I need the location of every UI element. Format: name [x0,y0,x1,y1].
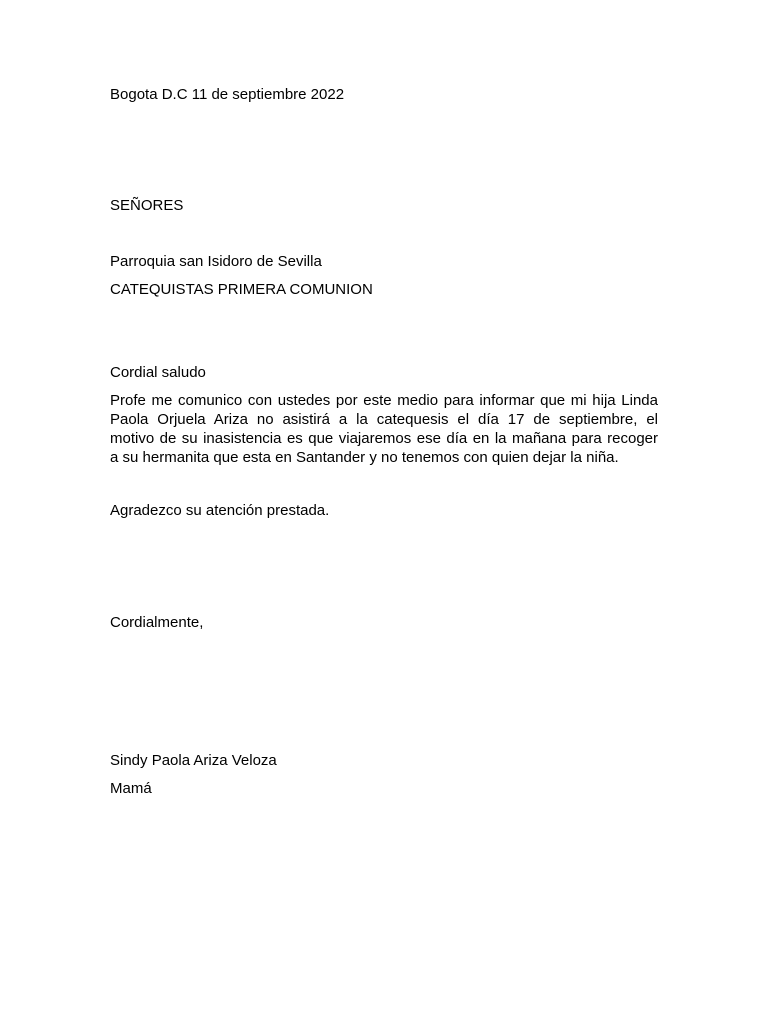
signer-role: Mamá [110,780,152,797]
addressee-title: SEÑORES [110,197,184,214]
letter-body [110,391,658,467]
thanks-line: Agradezco su atención prestada. [110,502,330,519]
body-line: a su hermanita que esta en Santander y no tenemos con quien dejar la niña. [110,449,619,466]
signer-name: Sindy Paola Ariza Veloza [110,752,277,769]
body-line: motivo de su inasistencia es que viajaremos ese día en la mañana para recoger [110,430,658,447]
body-line: Profe me comunico con ustedes por este medio para informar que mi hija Linda [110,392,658,409]
letter-date: Bogota D.C 11 de septiembre 2022 [110,86,345,103]
addressee-organization: Parroquia san Isidoro de Sevilla [110,253,322,270]
body-line: Paola Orjuela Ariza no asistirá a la catequesis el día 17 de septiembre, el [110,411,658,428]
addressee-group: CATEQUISTAS PRIMERA COMUNION [110,281,373,298]
closing: Cordialmente, [110,614,204,631]
greeting: Cordial saludo [110,364,206,381]
